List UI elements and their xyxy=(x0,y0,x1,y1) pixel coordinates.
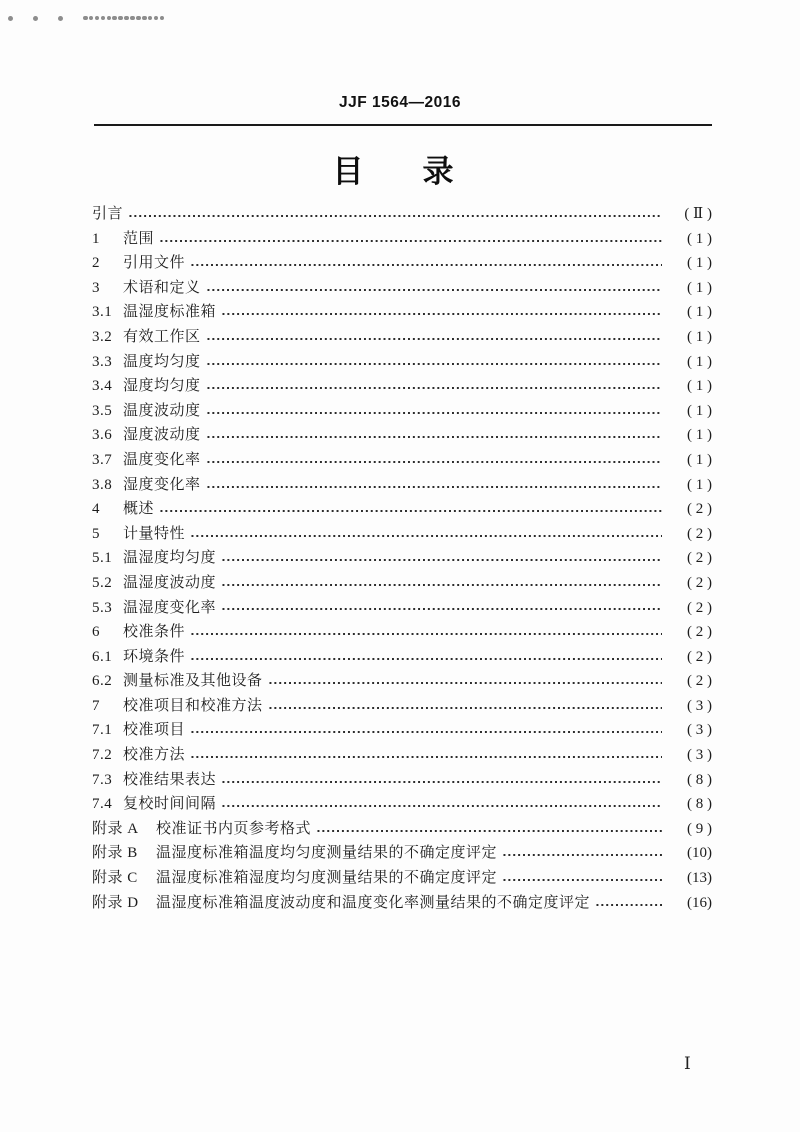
toc-dot-leader xyxy=(268,694,662,719)
toc-entry-page: ( 2 ) xyxy=(687,525,712,542)
running-header: JJF 1564—2016 xyxy=(339,94,461,111)
page-title: 目 录 xyxy=(332,154,468,189)
toc-entry-page: ( 1 ) xyxy=(687,255,712,272)
toc-row xyxy=(92,202,712,227)
toc-entry-number: 附录 B xyxy=(92,845,138,862)
table-of-contents xyxy=(92,202,712,915)
toc-entry-page: ( 2 ) xyxy=(687,550,712,567)
header-rule xyxy=(94,124,712,126)
toc-row xyxy=(92,571,712,596)
toc-row xyxy=(92,300,712,325)
toc-entry-page: ( 1 ) xyxy=(687,476,712,493)
toc-dot-leader xyxy=(128,202,662,227)
scan-dot xyxy=(154,16,159,21)
toc-entry-number: 7.3 xyxy=(92,771,113,788)
toc-dot-leader xyxy=(221,571,662,596)
toc-entry-label: 温湿度标准箱温度均匀度测量结果的不确定度评定 xyxy=(156,845,498,862)
scan-dot xyxy=(112,16,117,21)
toc-dot-leader xyxy=(206,399,662,424)
toc-entry-number: 5.3 xyxy=(92,599,113,616)
toc-entry-number: 3.2 xyxy=(92,328,113,345)
scan-dot xyxy=(95,16,100,21)
scan-dot xyxy=(101,16,106,21)
scan-dot xyxy=(8,16,13,21)
toc-row xyxy=(92,448,712,473)
toc-dot-leader xyxy=(190,522,662,547)
toc-entry-number: 5 xyxy=(92,525,100,542)
toc-entry-label: 温湿度标准箱湿度均匀度测量结果的不确定度评定 xyxy=(156,870,498,887)
toc-entry-label: 复校时间间隔 xyxy=(123,796,217,813)
toc-entry-label: 范围 xyxy=(123,230,155,247)
toc-entry-label: 温度均匀度 xyxy=(123,353,201,370)
toc-entry-label: 校准项目和校准方法 xyxy=(123,697,263,714)
scan-dot xyxy=(107,16,112,21)
toc-dot-leader xyxy=(206,374,662,399)
toc-entry-label: 温湿度均匀度 xyxy=(123,550,217,567)
toc-dot-leader xyxy=(159,227,662,252)
toc-entry-number: 3.4 xyxy=(92,378,113,395)
toc-entry-page: ( 1 ) xyxy=(687,378,712,395)
toc-row xyxy=(92,891,712,916)
toc-entry-page: ( 1 ) xyxy=(687,402,712,419)
toc-entry-label: 温湿度标准箱 xyxy=(123,304,217,321)
toc-dot-leader xyxy=(268,669,662,694)
toc-entry-number: 3.5 xyxy=(92,402,113,419)
toc-entry-number: 3.6 xyxy=(92,427,113,444)
toc-dot-leader xyxy=(595,891,662,916)
toc-entry-label: 环境条件 xyxy=(123,648,186,665)
scan-dot xyxy=(83,16,88,21)
toc-entry-label: 湿度变化率 xyxy=(123,476,201,493)
toc-row xyxy=(92,276,712,301)
toc-entry-page: ( 1 ) xyxy=(687,279,712,296)
toc-row xyxy=(92,596,712,621)
toc-entry-label: 计量特性 xyxy=(123,525,186,542)
toc-row xyxy=(92,399,712,424)
toc-entry-page: ( 1 ) xyxy=(687,328,712,345)
toc-entry-page: ( 8 ) xyxy=(687,796,712,813)
toc-entry-page: ( 1 ) xyxy=(687,427,712,444)
toc-row xyxy=(92,620,712,645)
toc-dot-leader xyxy=(206,448,662,473)
toc-entry-page: ( 8 ) xyxy=(687,771,712,788)
toc-row xyxy=(92,473,712,498)
toc-entry-number: 5.2 xyxy=(92,574,113,591)
toc-dot-leader xyxy=(502,841,662,866)
toc-entry-page: ( 3 ) xyxy=(687,747,712,764)
toc-entry-number: 3.3 xyxy=(92,353,113,370)
toc-row xyxy=(92,325,712,350)
toc-row xyxy=(92,866,712,891)
toc-dot-leader xyxy=(221,596,662,621)
toc-row xyxy=(92,227,712,252)
scan-dot xyxy=(118,16,123,21)
toc-entry-page: ( 2 ) xyxy=(687,501,712,518)
scan-dot xyxy=(33,16,38,21)
toc-entry-label: 引言 xyxy=(92,206,124,222)
footer-page-number: Ⅰ xyxy=(684,1054,691,1073)
toc-dot-leader xyxy=(221,546,662,571)
toc-dot-leader xyxy=(159,497,662,522)
toc-row xyxy=(92,669,712,694)
toc-dot-leader xyxy=(190,743,662,768)
toc-entry-page: ( 2 ) xyxy=(687,673,712,690)
toc-entry-number: 1 xyxy=(92,230,100,247)
scan-dot xyxy=(148,16,153,21)
scan-dot xyxy=(136,16,141,21)
toc-row xyxy=(92,251,712,276)
toc-entry-page: ( 2 ) xyxy=(687,648,712,665)
toc-entry-label: 湿度波动度 xyxy=(123,427,201,444)
toc-dot-leader xyxy=(206,473,662,498)
toc-entry-label: 校准证书内页参考格式 xyxy=(156,820,312,837)
toc-dot-leader xyxy=(502,866,662,891)
toc-row xyxy=(92,497,712,522)
scan-dot xyxy=(142,16,147,21)
toc-entry-page: ( 1 ) xyxy=(687,304,712,321)
toc-entry-label: 温度波动度 xyxy=(123,402,201,419)
toc-entry-number: 2 xyxy=(92,255,100,272)
toc-entry-number: 6.1 xyxy=(92,648,113,665)
toc-entry-page: ( 3 ) xyxy=(687,722,712,739)
toc-entry-label: 温湿度波动度 xyxy=(123,574,217,591)
toc-row xyxy=(92,743,712,768)
toc-entry-page: ( 1 ) xyxy=(687,353,712,370)
toc-row xyxy=(92,645,712,670)
toc-dot-leader xyxy=(190,645,662,670)
toc-dot-leader xyxy=(221,768,662,793)
toc-entry-number: 3 xyxy=(92,279,100,296)
scan-dot xyxy=(124,16,129,21)
toc-entry-page: ( 3 ) xyxy=(687,697,712,714)
toc-dot-leader xyxy=(206,423,662,448)
toc-entry-label: 校准项目 xyxy=(123,722,186,739)
toc-entry-label: 校准结果表达 xyxy=(123,771,217,788)
scan-artifact-dots xyxy=(8,14,165,22)
toc-entry-page: ( 2 ) xyxy=(687,599,712,616)
toc-row xyxy=(92,522,712,547)
toc-entry-label: 湿度均匀度 xyxy=(123,378,201,395)
toc-row xyxy=(92,694,712,719)
toc-entry-page: ( 1 ) xyxy=(687,451,712,468)
toc-dot-leader xyxy=(190,620,662,645)
toc-entry-number: 3.7 xyxy=(92,451,113,468)
toc-entry-page: (16) xyxy=(687,894,712,911)
toc-entry-number: 6.2 xyxy=(92,673,113,690)
toc-row xyxy=(92,423,712,448)
toc-dot-leader xyxy=(221,792,662,817)
toc-entry-page: ( 2 ) xyxy=(687,624,712,641)
toc-entry-label: 测量标准及其他设备 xyxy=(123,673,263,690)
toc-dot-leader xyxy=(206,325,662,350)
toc-row xyxy=(92,546,712,571)
toc-row xyxy=(92,817,712,842)
toc-row xyxy=(92,374,712,399)
scan-dot xyxy=(89,16,94,21)
toc-entry-label: 术语和定义 xyxy=(123,279,201,296)
toc-entry-label: 温湿度标准箱温度波动度和温度变化率测量结果的不确定度评定 xyxy=(156,894,591,911)
toc-entry-number: 7 xyxy=(92,697,100,714)
toc-row xyxy=(92,768,712,793)
toc-entry-label: 有效工作区 xyxy=(123,328,201,345)
toc-entry-label: 温度变化率 xyxy=(123,451,201,468)
toc-entry-number: 3.8 xyxy=(92,476,113,493)
toc-entry-number: 附录 C xyxy=(92,870,138,887)
toc-entry-label: 概述 xyxy=(123,501,155,518)
toc-entry-label: 温湿度变化率 xyxy=(123,599,217,616)
toc-entry-label: 引用文件 xyxy=(123,255,186,272)
scan-dot xyxy=(130,16,135,21)
toc-entry-number: 7.1 xyxy=(92,722,113,739)
toc-entry-page: (10) xyxy=(687,845,712,862)
toc-dot-leader xyxy=(221,300,662,325)
toc-dot-leader xyxy=(206,276,662,301)
toc-entry-number: 附录 D xyxy=(92,894,139,911)
toc-entry-page: ( 9 ) xyxy=(687,820,712,837)
toc-entry-number: 4 xyxy=(92,501,100,518)
toc-entry-page: ( 1 ) xyxy=(687,230,712,247)
toc-entry-page: ( Ⅱ ) xyxy=(684,206,712,222)
toc-entry-number: 7.4 xyxy=(92,796,113,813)
toc-entry-number: 附录 A xyxy=(92,820,139,837)
toc-entry-number: 5.1 xyxy=(92,550,113,567)
toc-entry-page: ( 2 ) xyxy=(687,574,712,591)
toc-entry-label: 校准条件 xyxy=(123,624,186,641)
scan-dot xyxy=(58,16,63,21)
toc-row xyxy=(92,718,712,743)
toc-dot-leader xyxy=(206,350,662,375)
toc-entry-number: 3.1 xyxy=(92,304,113,321)
toc-dot-leader xyxy=(190,251,662,276)
toc-row xyxy=(92,841,712,866)
toc-entry-page: (13) xyxy=(687,870,712,887)
toc-entry-number: 7.2 xyxy=(92,747,113,764)
toc-entry-number: 6 xyxy=(92,624,100,641)
toc-row xyxy=(92,792,712,817)
toc-dot-leader xyxy=(316,817,662,842)
toc-entry-label: 校准方法 xyxy=(123,747,186,764)
scan-dot xyxy=(160,16,165,21)
toc-dot-leader xyxy=(190,718,662,743)
toc-row xyxy=(92,350,712,375)
